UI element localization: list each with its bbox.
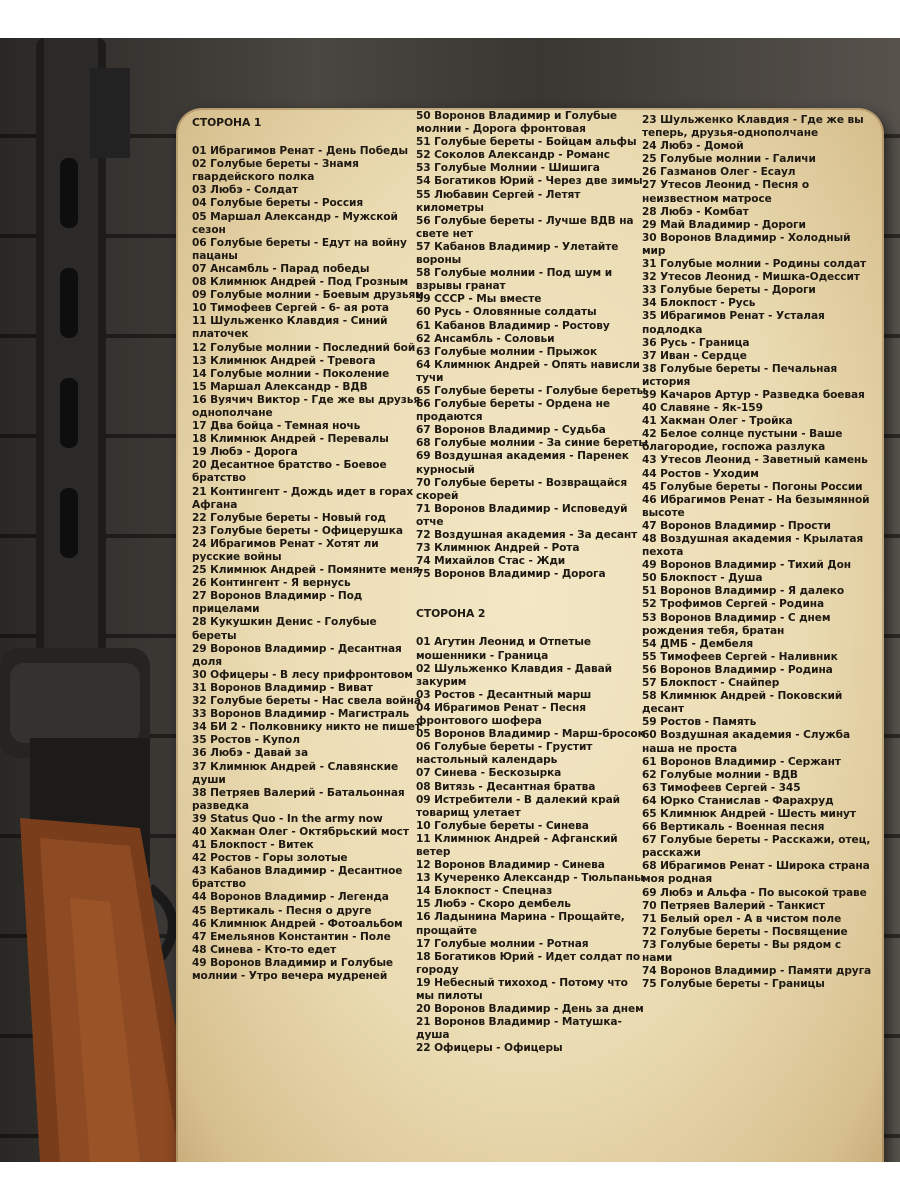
track-item: 73 Голубые береты - Вы рядом с нами xyxy=(642,938,842,964)
track-item: 01 Агутин Леонид и Отпетые мошенники - Граница xyxy=(416,636,591,662)
track-item: 02 Шульженко Клавдия - Давай закурим xyxy=(416,662,612,688)
track-item: 44 Воронов Владимир - Легенда xyxy=(192,891,389,904)
track-item: 07 Синева - Бескозырка xyxy=(416,767,562,780)
track-item: 49 Воронов Владимир и Голубые молнии - Утро вечера мудреней xyxy=(192,956,394,982)
track-item: 74 Воронов Владимир - Памяти друга xyxy=(642,965,872,978)
track-item: 37 Климнюк Андрей - Славянские души xyxy=(192,760,399,786)
track-item: 70 Голубые береты - Возвращайся скорей xyxy=(416,476,628,502)
track-item: 45 Голубые береты - Погоны России xyxy=(642,480,863,493)
track-item: 09 Голубые молнии - Боевым друзьям xyxy=(192,289,424,302)
track-item: 17 Два бойца - Темная ночь xyxy=(192,420,361,433)
track-item: 18 Богатиков Юрий - Идет солдат по городу xyxy=(416,950,641,976)
track-item: 32 Утесов Леонид - Мишка-Одессит xyxy=(642,271,860,284)
track-item: 47 Воронов Владимир - Прости xyxy=(642,519,831,532)
column-2 xyxy=(416,110,648,1055)
track-item: 51 Голубые береты - Бойцам альфы xyxy=(416,136,637,149)
track-item: 43 Утесов Леонид - Заветный камень xyxy=(642,454,868,467)
track-item: 47 Емельянов Константин - Поле xyxy=(192,930,391,943)
side-1-track-list xyxy=(192,145,424,983)
track-item: 58 Климнюк Андрей - Поковский десант xyxy=(642,690,843,716)
track-item: 41 Блокпост - Витек xyxy=(192,839,314,852)
track-item: 24 Любэ - Домой xyxy=(642,140,744,153)
track-item: 32 Голубые береты - Нас свела война xyxy=(192,695,421,708)
track-item: 53 Голубые Молнии - Шишига xyxy=(416,162,600,175)
track-item: 11 Шульженко Клавдия - Синий платочек xyxy=(192,315,388,341)
side-2-track-list-continued xyxy=(642,114,874,991)
track-item: 23 Шульженко Клавдия - Где же вы теперь, друзья-однополчане xyxy=(642,114,864,140)
track-item: 08 Витязь - Десантная братва xyxy=(416,780,596,793)
track-item: 59 СССР - Мы вместе xyxy=(416,293,542,306)
track-item: 65 Климнюк Андрей - Шесть минут xyxy=(642,807,856,820)
track-item: 67 Голубые береты - Расскажи, отец, расскажи xyxy=(642,834,871,860)
track-item: 62 Голубые молнии - ВДВ xyxy=(642,768,798,781)
track-item: 04 Голубые береты - Россия xyxy=(192,197,364,210)
track-item: 41 Хакман Олег - Тройка xyxy=(642,415,793,428)
background-photo xyxy=(0,38,900,1162)
track-item: 56 Голубые береты - Лучше ВДВ на свете нет xyxy=(416,214,634,240)
track-item: 40 Хакман Олег - Октябрьский мост xyxy=(192,825,409,838)
track-item: 10 Голубые береты - Синева xyxy=(416,819,589,832)
track-item: 20 Воронов Владимир - День за днем xyxy=(416,1003,644,1016)
track-item: 24 Ибрагимов Ренат - Хотят ли русские войны xyxy=(192,537,379,563)
track-item: 70 Петряев Валерий - Танкист xyxy=(642,899,825,912)
track-item: 27 Утесов Леонид - Песня о неизвестном матросе xyxy=(642,179,810,205)
track-item: 73 Климнюк Андрей - Рота xyxy=(416,542,580,555)
track-item: 26 Контингент - Я вернусь xyxy=(192,577,351,590)
track-item: 06 Голубые береты - Едут на войну пацаны xyxy=(192,236,407,262)
track-item: 54 Богатиков Юрий - Через две зимы xyxy=(416,175,643,188)
track-item: 14 Голубые молнии - Поколение xyxy=(192,367,390,380)
track-item: 43 Кабанов Владимир - Десантное братство xyxy=(192,865,403,891)
track-item: 17 Голубые молнии - Ротная xyxy=(416,937,589,950)
track-item: 50 Воронов Владимир и Голубые молнии - Дорога фронтовая xyxy=(416,110,618,136)
track-item: 64 Юрко Станислав - Фарахруд xyxy=(642,794,834,807)
track-item: 16 Вуячич Виктор - Где же вы друзья однополчане xyxy=(192,393,421,419)
track-item: 45 Вертикаль - Песня о друге xyxy=(192,904,372,917)
side-1-track-list-continued xyxy=(416,110,648,581)
track-item: 42 Ростов - Горы золотые xyxy=(192,852,348,865)
track-item: 02 Голубые береты - Знамя гвардейского полка xyxy=(192,158,359,184)
track-item: 20 Десантное братство - Боевое братство xyxy=(192,459,387,485)
track-item: 31 Голубые молнии - Родины солдат xyxy=(642,258,867,271)
track-item: 16 Ладынина Марина - Прощайте, прощайте xyxy=(416,911,625,937)
side-1-heading: СТОРОНА 1 xyxy=(192,116,262,129)
track-item: 63 Голубые молнии - Прыжок xyxy=(416,345,598,358)
track-item: 46 Климнюк Андрей - Фотоальбом xyxy=(192,917,403,930)
track-item: 35 Ибрагимов Ренат - Усталая подлодка xyxy=(642,310,825,336)
track-item: 28 Кукушкин Денис - Голубые береты xyxy=(192,616,377,642)
track-item: 75 Голубые береты - Границы xyxy=(642,978,825,991)
track-item: 55 Любавин Сергей - Летят километры xyxy=(416,188,581,214)
track-item: 35 Ростов - Купол xyxy=(192,734,300,747)
track-item: 67 Воронов Владимир - Судьба xyxy=(416,424,606,437)
column-3 xyxy=(642,114,874,991)
track-item: 72 Воздушная академия - За десант xyxy=(416,529,638,541)
side-2-heading: СТОРОНА 2 xyxy=(416,607,486,621)
track-item: 61 Воронов Владимир - Сержант xyxy=(642,755,841,768)
track-item: 33 Воронов Владимир - Магистраль xyxy=(192,708,410,721)
track-item: 58 Голубые молнии - Под шум и взрывы гранат xyxy=(416,267,613,293)
track-item: 50 Блокпост - Душа xyxy=(642,572,763,585)
track-item: 13 Климнюк Андрей - Тревога xyxy=(192,354,376,367)
track-item: 60 Воздушная академия - Служба наша не проста xyxy=(642,729,851,755)
track-item: 38 Голубые береты - Печальная история xyxy=(642,362,838,388)
track-item: 36 Русь - Граница xyxy=(642,336,750,349)
track-item: 71 Воронов Владимир - Исповедуй отче xyxy=(416,502,628,528)
track-item: 03 Ростов - Десантный марш xyxy=(416,688,592,701)
track-item: 55 Тимофеев Сергей - Наливник xyxy=(642,650,838,663)
track-item: 12 Воронов Владимир - Синева xyxy=(416,859,605,872)
track-item: 39 Status Quo - In the army now xyxy=(192,812,383,825)
track-item: 62 Ансамбль - Соловьи xyxy=(416,332,555,345)
track-item: 11 Климнюк Андрей - Афганский ветер xyxy=(416,832,618,858)
track-item: 22 Голубые береты - Новый год xyxy=(192,511,386,524)
track-item: 08 Климнюк Андрей - Под Грозным xyxy=(192,276,409,289)
track-item: 04 Ибрагимов Ренат - Песня фронтового шофера xyxy=(416,701,586,728)
track-item: 23 Голубые береты - Офицерушка xyxy=(192,524,403,537)
track-item: 01 Ибрагимов Ренат - День Победы xyxy=(192,145,409,158)
track-item: 05 Маршал Александр - Мужской сезон xyxy=(192,210,398,236)
track-item: 71 Белый орел - А в чистом поле xyxy=(642,912,842,925)
track-item: 10 Тимофеев Сергей - 6- ая рота xyxy=(192,302,389,315)
track-item: 63 Тимофеев Сергей - 345 xyxy=(642,781,801,794)
track-item: 37 Иван - Сердце xyxy=(642,349,747,362)
track-item: 34 БИ 2 - Полковнику никто не пишет xyxy=(192,721,421,734)
track-item: 42 Белое солнце пустыни - Ваше благородие, госпожа разлука xyxy=(642,428,843,454)
track-item: 30 Офицеры - В лесу прифронтовом xyxy=(192,668,413,681)
track-item: 15 Любэ - Скоро дембель xyxy=(416,898,571,911)
track-item: 68 Голубые молнии - За синие береты xyxy=(416,437,648,450)
track-item: 57 Кабанов Владимир - Улетайте вороны xyxy=(416,240,619,267)
track-item: 33 Голубые береты - Дороги xyxy=(642,284,816,297)
track-item: 44 Ростов - Уходим xyxy=(642,467,759,480)
track-item: 48 Воздушная академия - Крылатая пехота xyxy=(642,533,864,559)
track-item: 60 Русь - Оловянные солдаты xyxy=(416,306,597,319)
track-item: 46 Ибрагимов Ренат - На безымянной высоте xyxy=(642,493,870,519)
track-item: 66 Голубые береты - Ордена не продаются xyxy=(416,398,610,424)
track-item: 52 Соколов Александр - Романс xyxy=(416,149,610,162)
track-item: 69 Любэ и Альфа - По высокой траве xyxy=(642,886,867,899)
track-item: 48 Синева - Кто-то едет xyxy=(192,943,337,956)
track-item: 57 Блокпост - Снайпер xyxy=(642,677,780,690)
track-item: 61 Кабанов Владимир - Ростову xyxy=(416,319,610,332)
track-item: 31 Воронов Владимир - Виват xyxy=(192,681,373,694)
track-item: 64 Климнюк Андрей - Опять нависли тучи xyxy=(416,358,640,384)
track-item: 56 Воронов Владимир - Родина xyxy=(642,663,833,676)
track-item: 25 Климнюк Андрей - Помяните меня xyxy=(192,564,420,577)
track-item: 19 Любэ - Дорога xyxy=(192,446,298,459)
track-item: 26 Газманов Олег - Есаул xyxy=(642,166,796,179)
column-1 xyxy=(192,116,424,983)
track-item: 51 Воронов Владимир - Я далеко xyxy=(642,585,844,598)
track-item: 38 Петряев Валерий - Батальонная разведка xyxy=(192,786,405,812)
track-item: 05 Воронов Владимир - Марш-бросок xyxy=(416,728,645,741)
track-item: 13 Кучеренко Александр - Тюльпаны xyxy=(416,872,644,885)
track-item: 68 Ибрагимов Ренат - Широка страна моя родная xyxy=(642,860,870,886)
track-item: 39 Качаров Артур - Разведка боевая xyxy=(642,388,865,401)
track-item: 40 Славяне - Як-159 xyxy=(642,402,763,415)
side-2-track-list xyxy=(416,636,648,1055)
track-item: 36 Любэ - Давай за xyxy=(192,747,309,760)
track-item: 75 Воронов Владимир - Дорога xyxy=(416,568,606,581)
track-item: 69 Воздушная академия - Паренек курносый xyxy=(416,450,629,476)
track-item: 34 Блокпост - Русь xyxy=(642,297,756,310)
track-item: 54 ДМБ - Дембеля xyxy=(642,637,754,650)
track-item: 74 Михайлов Стас - Жди xyxy=(416,555,566,568)
track-item: 27 Воронов Владимир - Под прицелами xyxy=(192,590,363,616)
track-item: 09 Истребители - В далекий край товарищ улетает xyxy=(416,793,620,819)
track-item: 29 Май Владимир - Дороги xyxy=(642,218,806,231)
track-item: 30 Воронов Владимир - Холодный мир xyxy=(642,231,851,257)
track-item: 21 Воронов Владимир - Матушка-душа xyxy=(416,1016,622,1042)
track-item: 21 Контингент - Дождь идет в горах Афгана xyxy=(192,485,414,511)
track-item: 19 Небесный тихоход - Потому что мы пилоты xyxy=(416,976,628,1002)
track-item: 12 Голубые молнии - Последний бой xyxy=(192,341,416,354)
track-item: 72 Голубые береты - Посвящение xyxy=(642,925,848,938)
track-item: 07 Ансамбль - Парад победы xyxy=(192,262,370,275)
track-item: 52 Трофимов Сергей - Родина xyxy=(642,598,825,611)
track-item: 15 Маршал Александр - ВДВ xyxy=(192,380,368,393)
track-item: 18 Климнюк Андрей - Перевалы xyxy=(192,433,389,446)
track-item: 59 Ростов - Память xyxy=(642,716,757,729)
track-item: 06 Голубые береты - Грустит настольный календарь xyxy=(416,741,593,767)
tracklist-card xyxy=(176,108,884,1162)
track-item: 22 Офицеры - Офицеры xyxy=(416,1042,563,1055)
track-item: 66 Вертикаль - Военная песня xyxy=(642,821,825,834)
track-item: 03 Любэ - Солдат xyxy=(192,184,299,197)
track-item: 53 Воронов Владимир - С днем рождения тебя, братан xyxy=(642,611,831,637)
track-item: 49 Воронов Владимир - Тихий Дон xyxy=(642,559,851,572)
track-item: 29 Воронов Владимир - Десантная доля xyxy=(192,642,402,668)
track-item: 65 Голубые береты - Голубые береты xyxy=(416,384,647,397)
track-item: 28 Любэ - Комбат xyxy=(642,205,749,218)
track-item: 25 Голубые молнии - Галичи xyxy=(642,153,816,166)
track-item: 14 Блокпост - Спецназ xyxy=(416,885,553,898)
